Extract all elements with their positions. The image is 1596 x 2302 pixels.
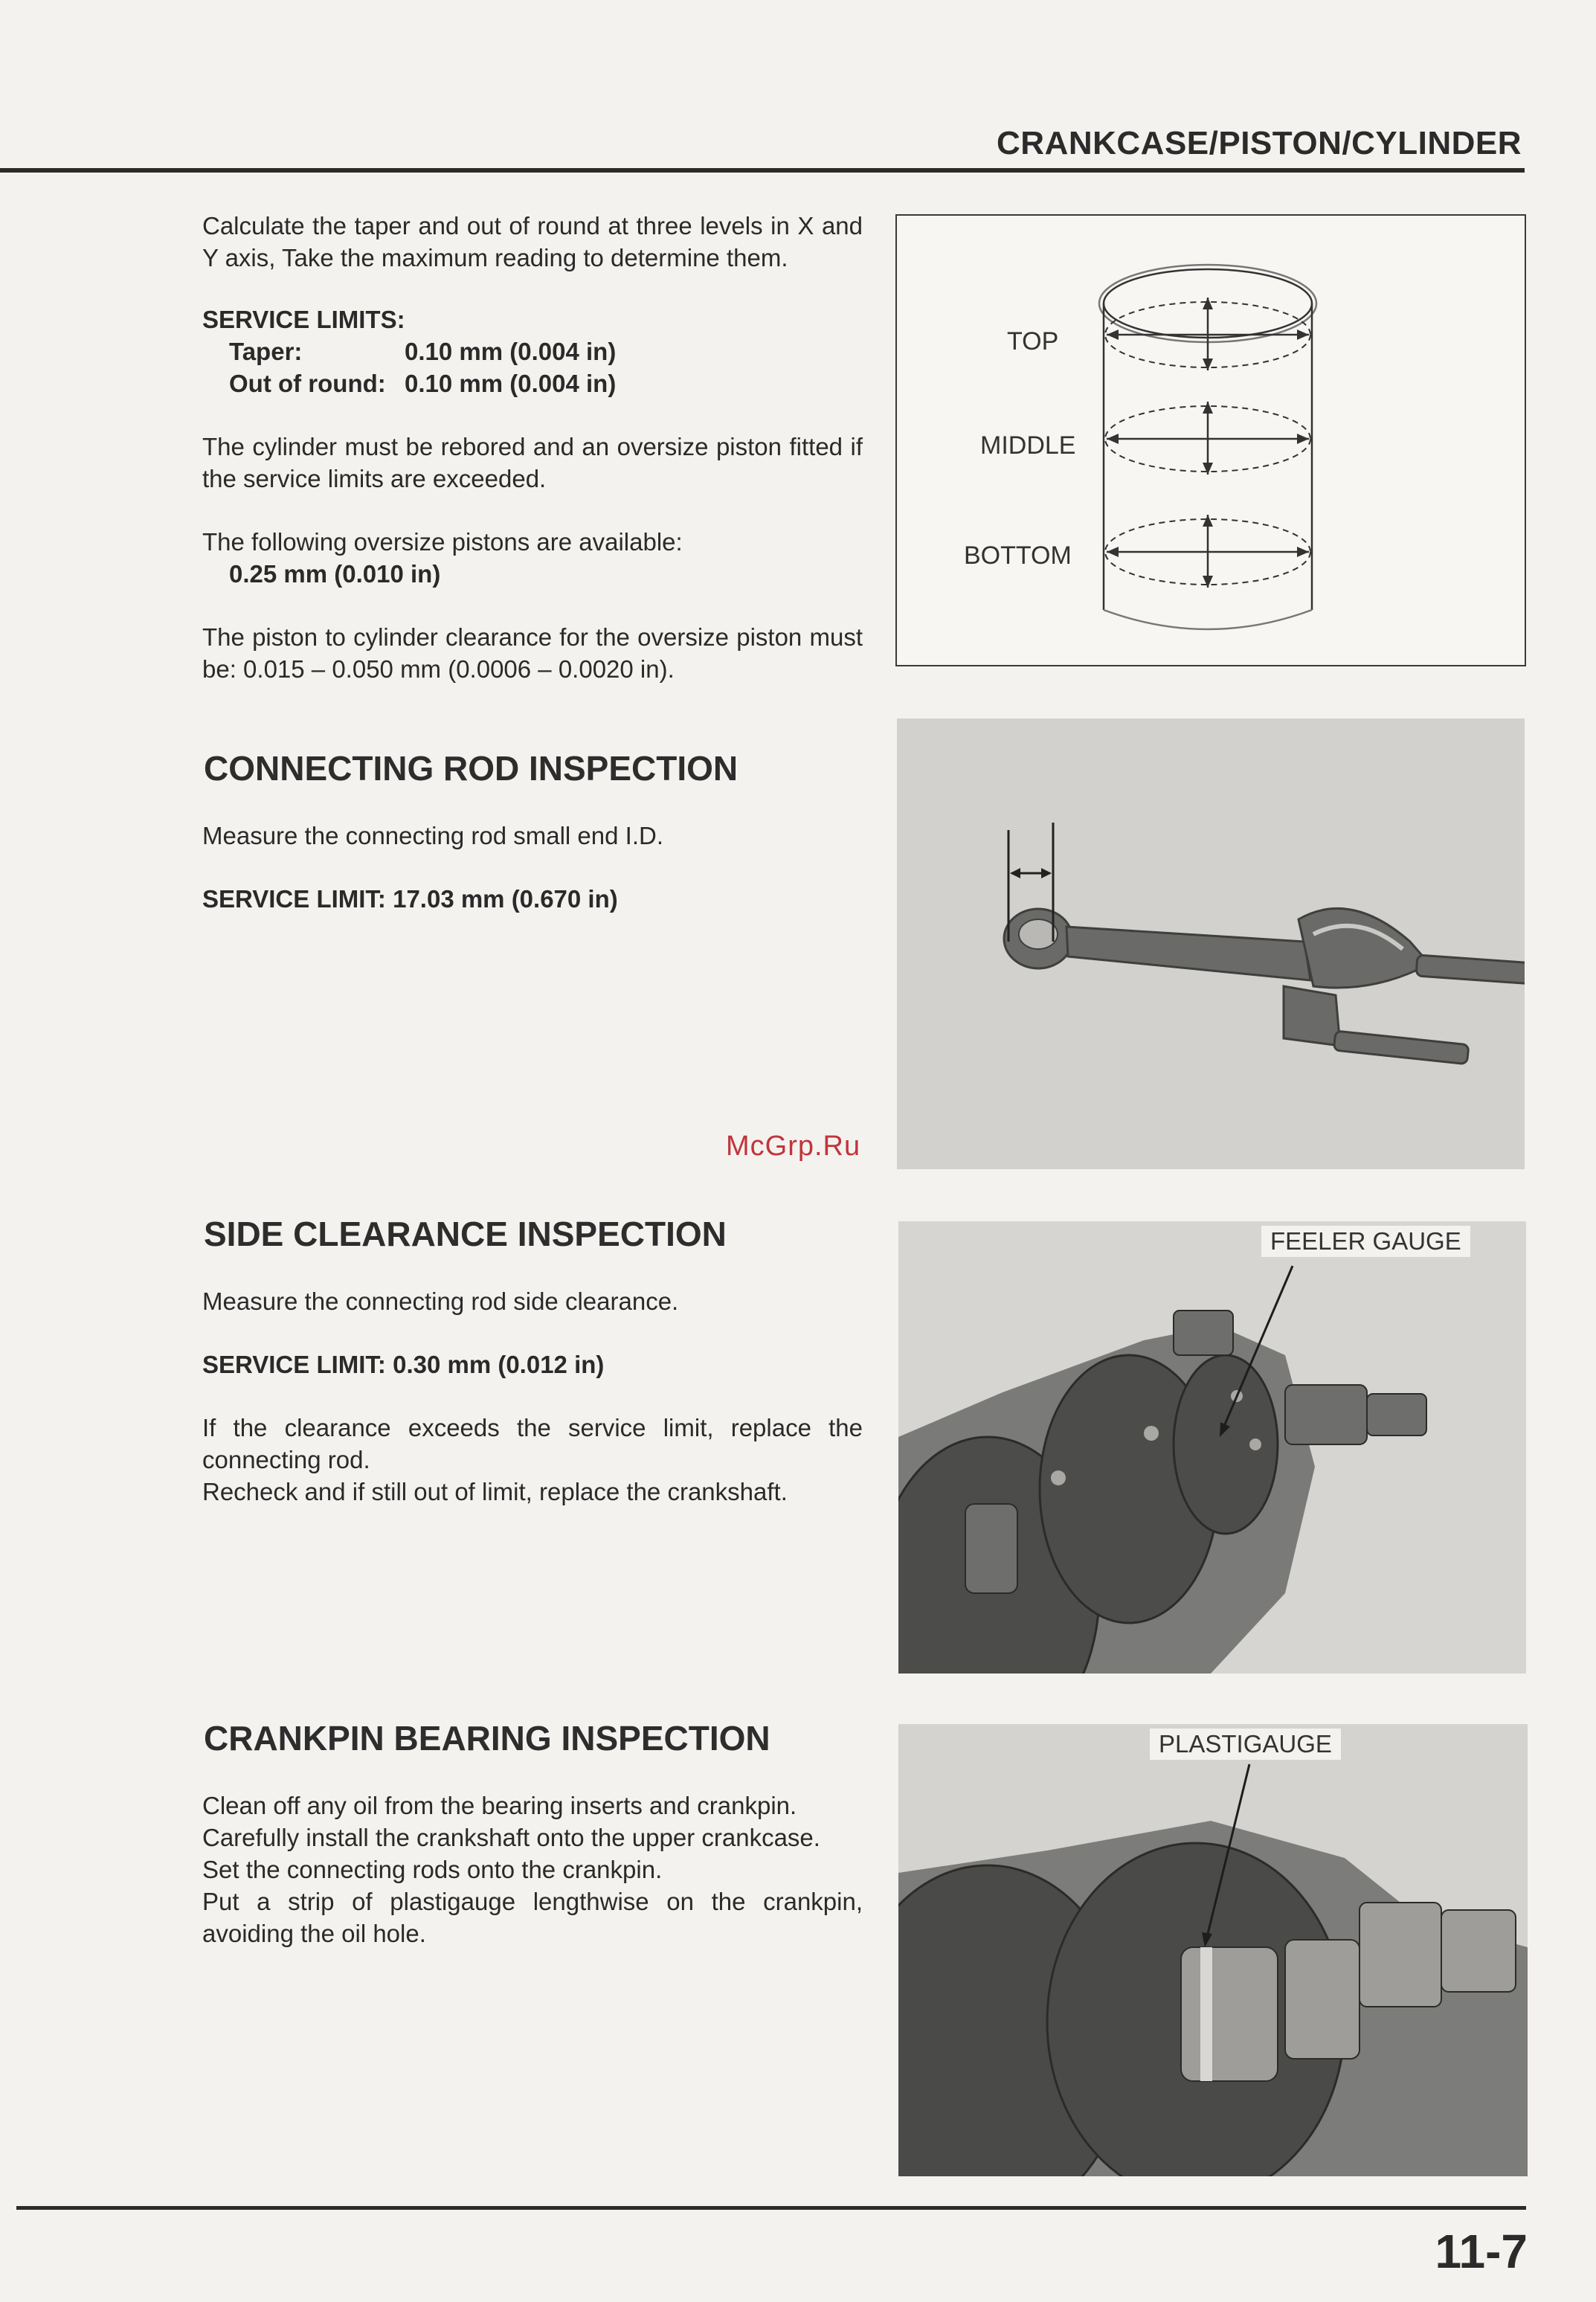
side-clearance-limit: SERVICE LIMIT: 0.30 mm (0.012 in) [202, 1351, 605, 1378]
cylinder-intro: Calculate the taper and out of round at three levels in X and Y axis, Take the maximum reading to determine them. [202, 212, 863, 271]
watermark: McGrp.Ru [726, 1131, 861, 1162]
page-header-title: CRANKCASE/PISTON/CYLINDER [997, 125, 1522, 161]
feeler-gauge-drawing [898, 1221, 1526, 1674]
side-clearance-heading: SIDE CLEARANCE INSPECTION [204, 1215, 727, 1253]
cylinder-diagram [895, 214, 1526, 666]
connecting-rod-heading: CONNECTING ROD INSPECTION [204, 749, 739, 788]
diagram-label-top: TOP [1007, 327, 1059, 356]
side-clearance-text: Measure the connecting rod side clearance. [202, 1287, 679, 1315]
oversize-value: 0.25 mm (0.010 in) [229, 560, 441, 588]
footer-rule [16, 2206, 1526, 2210]
connecting-rod-photo [897, 718, 1525, 1169]
plastigauge-photo [898, 1724, 1528, 2176]
side-clearance-text-block [202, 1285, 863, 1508]
diagram-label-bottom: BOTTOM [964, 541, 1072, 570]
rebore-text: The cylinder must be rebored and an oversize piston fitted if the service limits are exceeded. [202, 433, 863, 492]
side-clearance-recheck: Recheck and if still out of limit, replace the crankshaft. [202, 1478, 788, 1505]
feeler-gauge-label: FEELER GAUGE [1261, 1226, 1470, 1257]
page-number: 11-7 [1435, 2225, 1528, 2278]
connecting-rod-limit: SERVICE LIMIT: 17.03 mm (0.670 in) [202, 885, 618, 913]
crankpin-install: Carefully install the crankshaft onto the upper crankcase. [202, 1824, 820, 1851]
feeler-gauge-photo [898, 1221, 1526, 1674]
plastigauge-drawing [898, 1724, 1528, 2176]
clearance-text: The piston to cylinder clearance for the oversize piston must be: 0.015 – 0.050 mm (0.0006 – 0.0020 in). [202, 623, 863, 683]
crankpin-strip: Put a strip of plastigauge lengthwise on the crankpin, avoiding the oil hole. [202, 1888, 863, 1947]
connecting-rod-drawing [897, 718, 1525, 1169]
limit-value: 0.10 mm (0.004 in) [405, 370, 617, 397]
limit-label: Out of round: [229, 370, 386, 397]
limit-label: Taper: [229, 338, 303, 365]
limit-row-taper [202, 335, 863, 367]
oversize-intro: The following oversize pistons are available: [202, 528, 683, 556]
limit-row-out-of-round [202, 367, 863, 399]
header-rule [0, 168, 1525, 173]
limit-value: 0.10 mm (0.004 in) [405, 338, 617, 365]
crankpin-clean: Clean off any oil from the bearing inserts and crankpin. [202, 1792, 797, 1819]
connecting-rod-text: Measure the connecting rod small end I.D. [202, 822, 663, 849]
side-clearance-replace: If the clearance exceeds the service limit, replace the connecting rod. [202, 1414, 863, 1473]
crankpin-heading: CRANKPIN BEARING INSPECTION [204, 1719, 770, 1758]
connecting-rod-text-block [202, 820, 863, 915]
service-limits-title: SERVICE LIMITS: [202, 306, 405, 333]
crankpin-text-block [202, 1790, 863, 1949]
cylinder-text-block [202, 210, 863, 685]
diagram-label-middle: MIDDLE [980, 431, 1076, 460]
crankpin-set: Set the connecting rods onto the crankpin. [202, 1856, 663, 1883]
plastigauge-label: PLASTIGAUGE [1150, 1729, 1341, 1760]
